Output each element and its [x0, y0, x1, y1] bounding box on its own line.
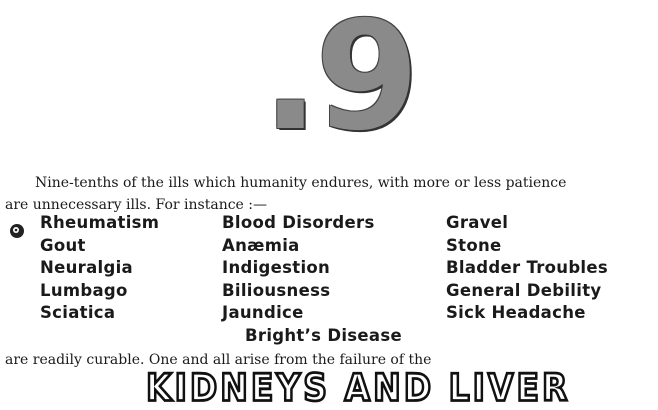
- ill-item: Rheumatism: [40, 213, 160, 232]
- ill-item-brights-disease: Bright’s Disease: [245, 326, 402, 345]
- ill-item: Bladder Troubles: [446, 258, 609, 277]
- ill-item: Jaundice: [222, 303, 304, 322]
- ill-item: Blood Disorders: [222, 213, 375, 232]
- ill-item: Sciatica: [40, 303, 116, 322]
- ills-column-3: [446, 212, 608, 325]
- ill-item: Anæmia: [222, 235, 300, 255]
- headline-figure: .9: [262, 0, 416, 164]
- ill-item: Indigestion: [222, 258, 331, 277]
- ill-item: General Debility: [446, 280, 602, 300]
- ill-item: Neuralgia: [40, 258, 133, 277]
- outro-text: are readily curable. One and all arise from the failure of the: [5, 352, 432, 368]
- ill-item: Gout: [40, 235, 86, 255]
- ill-item: Biliousness: [222, 280, 331, 300]
- ill-item: Gravel: [446, 213, 509, 232]
- ill-item: Sick Headache: [446, 303, 586, 322]
- ills-column-1: [40, 212, 159, 325]
- ill-item: Lumbago: [40, 280, 128, 300]
- intro-line-2: are unnecessary ills. For instance :—: [5, 197, 268, 213]
- ills-column-2: [222, 212, 375, 325]
- intro-paragraph: [5, 172, 655, 216]
- footer-headline: KIDNEYS AND LIVER: [146, 366, 571, 410]
- ill-item: Stone: [446, 235, 502, 255]
- pointing-hand-ornament-icon: [8, 222, 26, 240]
- intro-line-1: Nine-tenths of the ills which humanity endures, with more or less patience: [35, 175, 567, 191]
